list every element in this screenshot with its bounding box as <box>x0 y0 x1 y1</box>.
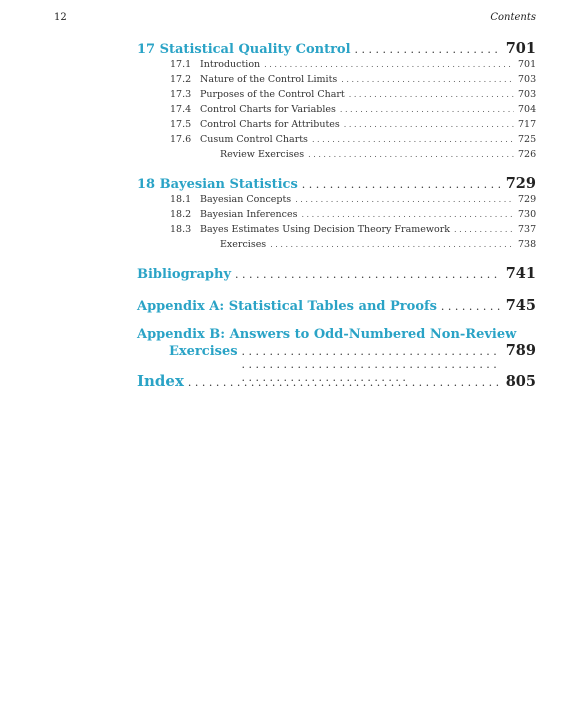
dot-leader <box>295 195 514 204</box>
toc-chapter-18[interactable] <box>137 175 536 192</box>
section-page: 701 <box>518 59 537 70</box>
section-number: 17.5 <box>170 119 192 130</box>
toc-section[interactable] <box>170 209 536 220</box>
dot-leader <box>264 60 514 69</box>
toc-section[interactable] <box>170 119 536 130</box>
section-number: 17.6 <box>170 134 192 145</box>
dot-leader <box>344 120 514 129</box>
section-number: 18.3 <box>170 224 192 235</box>
dot-leader <box>441 300 500 313</box>
page-number: 12 <box>54 12 67 23</box>
subsection-title: Exercises <box>220 239 267 250</box>
section-number: 18.1 <box>170 194 192 205</box>
toc-section[interactable] <box>170 224 536 235</box>
dot-leader <box>454 225 514 234</box>
toc-appendix-a[interactable] <box>137 297 536 314</box>
dot-leader <box>188 376 500 389</box>
section-page: 703 <box>518 89 537 100</box>
toc-exercises[interactable] <box>220 239 536 250</box>
chapter-page: 741 <box>505 265 536 282</box>
subsection-page: 738 <box>518 239 537 250</box>
chapter-title: Index <box>137 372 184 390</box>
section-title: Control Charts for Attributes <box>200 119 340 130</box>
dot-leader <box>355 43 500 56</box>
section-page: 725 <box>518 134 537 145</box>
subsection-page: 726 <box>518 149 537 160</box>
section-title: Introduction <box>200 59 261 70</box>
chapter-title: 17 Statistical Quality Control <box>137 42 351 57</box>
toc-section[interactable] <box>170 104 536 115</box>
section-number: 17.2 <box>170 74 192 85</box>
running-head: Contents <box>490 12 536 23</box>
section-number: 17.3 <box>170 89 192 100</box>
subsection-title: Review Exercises <box>220 149 305 160</box>
dot-leader <box>349 90 514 99</box>
toc-section[interactable] <box>170 74 536 85</box>
chapter-page: 701 <box>505 40 536 57</box>
chapter-title: Appendix A: Statistical Tables and Proofs <box>137 299 437 314</box>
chapter-title: Bibliography <box>137 267 232 282</box>
section-page: 717 <box>518 119 537 130</box>
toc-section[interactable] <box>170 134 536 145</box>
chapter-page: 729 <box>505 175 536 192</box>
section-title: Bayesian Inferences <box>200 209 298 220</box>
section-page: 737 <box>518 224 537 235</box>
chapter-title: 18 Bayesian Statistics <box>137 177 298 192</box>
toc-review-exercises[interactable] <box>220 149 536 160</box>
toc-chapter-17[interactable] <box>137 40 536 57</box>
section-title: Nature of the Control Limits <box>200 74 338 85</box>
dot-leader <box>235 268 500 281</box>
chapter-page: 789 <box>505 342 536 359</box>
section-page: 703 <box>518 74 537 85</box>
section-title: Purposes of the Control Chart <box>200 89 345 100</box>
dot-leader <box>341 75 514 84</box>
dot-leader <box>302 178 500 191</box>
toc-section[interactable] <box>170 194 536 205</box>
section-page: 730 <box>518 209 537 220</box>
toc-bibliography[interactable] <box>137 265 536 282</box>
chapter-page: 745 <box>505 297 536 314</box>
section-title: Bayesian Concepts <box>200 194 292 205</box>
dot-leader <box>270 240 514 249</box>
section-page: 704 <box>518 104 537 115</box>
toc-section[interactable] <box>170 89 536 100</box>
toc-index[interactable] <box>137 372 536 390</box>
dot-leader <box>308 150 514 159</box>
section-number: 17.4 <box>170 104 192 115</box>
chapter-title-line2: Exercises <box>169 344 238 359</box>
chapter-title-line1: Appendix B: Answers to Odd-Numbered Non-Review <box>137 327 517 342</box>
dot-leader <box>301 210 514 219</box>
toc-section[interactable] <box>170 59 536 70</box>
section-number: 17.1 <box>170 59 192 70</box>
section-title: Cusum Control Charts <box>200 134 308 145</box>
dot-leader <box>340 105 514 114</box>
section-title: Control Charts for Variables <box>200 104 336 115</box>
dot-leader <box>312 135 514 144</box>
section-number: 18.2 <box>170 209 192 220</box>
chapter-page: 805 <box>505 373 536 390</box>
section-title: Bayes Estimates Using Decision Theory Framework <box>200 224 451 235</box>
section-page: 729 <box>518 194 537 205</box>
